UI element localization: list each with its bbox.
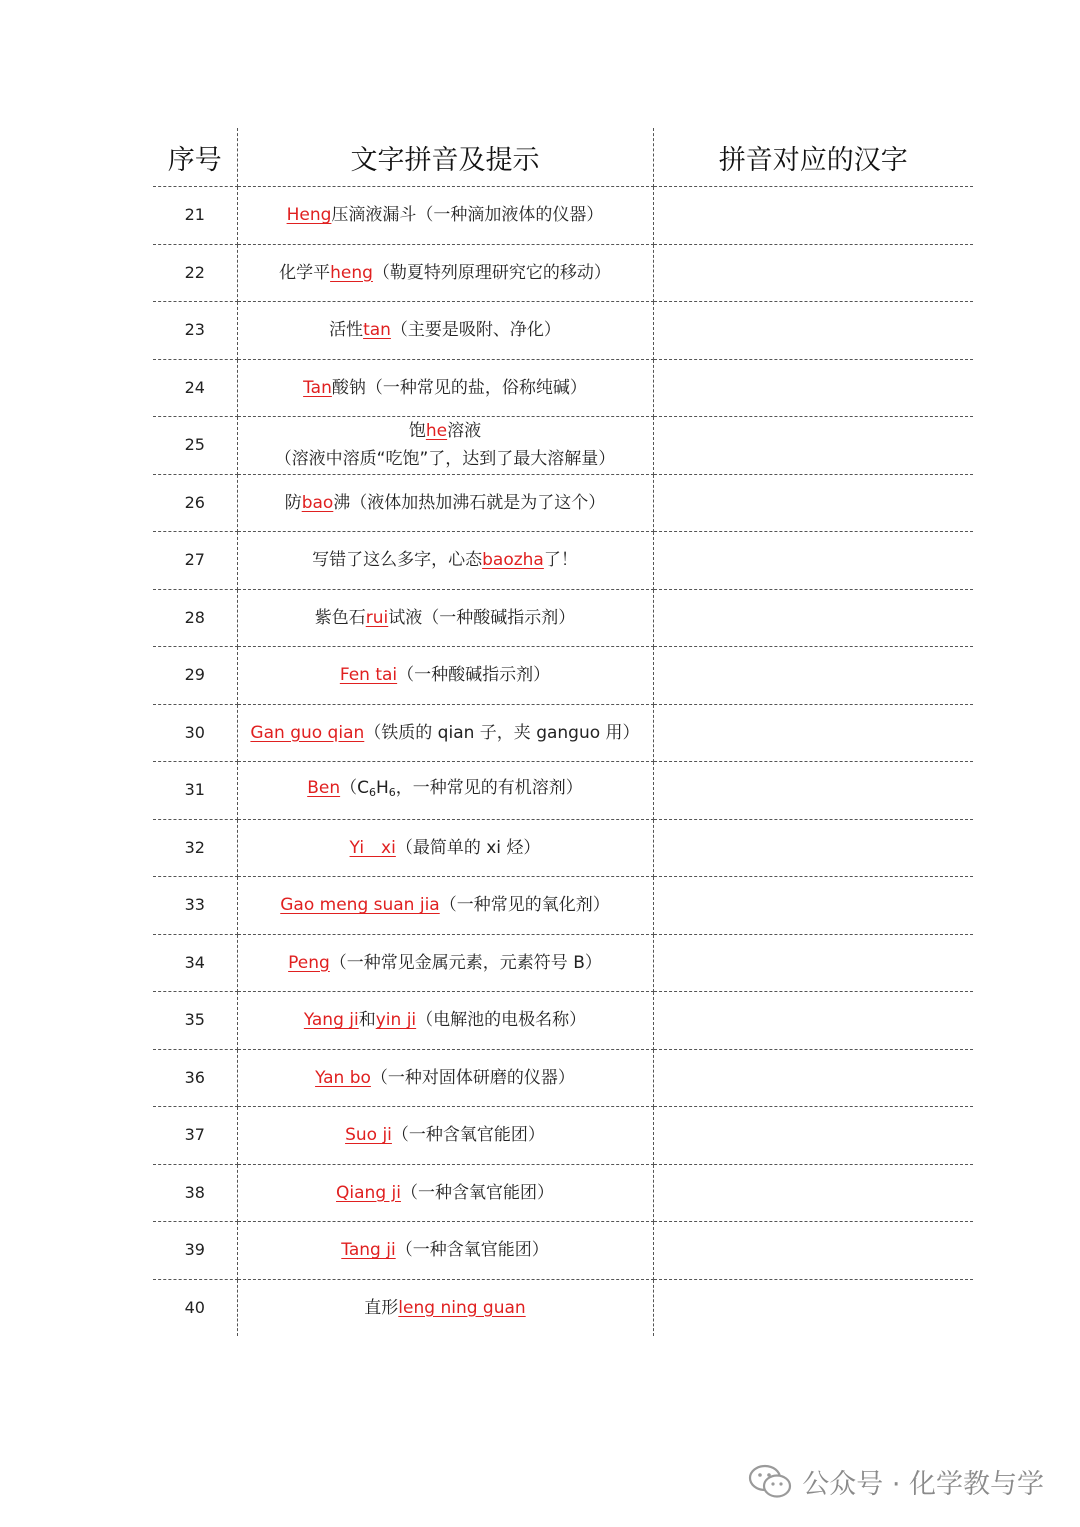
- table-row: [153, 704, 973, 762]
- hint-text-before: 防: [284, 492, 302, 513]
- table-row: [153, 1049, 973, 1107]
- hint-cell: [237, 1107, 653, 1165]
- watermark: [748, 1462, 1044, 1501]
- hint-text-after: ，一种常见的有机溶剂）: [395, 777, 583, 798]
- answer-cell[interactable]: [653, 877, 973, 935]
- row-number: 23: [153, 302, 237, 360]
- hint-cell: [237, 1222, 653, 1280]
- pinyin-blank: heng: [330, 262, 373, 283]
- hint-line: [238, 201, 653, 229]
- hint-text-after: 酸钠（一种常见的盐，俗称纯碱）: [331, 377, 587, 398]
- hint-text-after: （一种酸碱指示剂）: [397, 665, 551, 686]
- row-number: 24: [153, 359, 237, 417]
- pinyin-blank: Gan guo qian: [250, 722, 365, 743]
- hint-line: [238, 1064, 653, 1092]
- row-number: 36: [153, 1049, 237, 1107]
- hint-text-after: 沸（液体加热加沸石就是为了这个）: [333, 492, 606, 513]
- table-row: [153, 474, 973, 532]
- row-number: 25: [153, 417, 237, 475]
- hint-line: [238, 949, 653, 977]
- worksheet-table: [153, 128, 973, 1336]
- answer-cell[interactable]: [653, 244, 973, 302]
- table-row: [153, 647, 973, 705]
- hint-cell: [237, 992, 653, 1050]
- table-row: [153, 819, 973, 877]
- table-row: [153, 934, 973, 992]
- table-row: [153, 417, 973, 475]
- row-number: 31: [153, 762, 237, 820]
- wechat-icon: [748, 1464, 792, 1500]
- table-row: [153, 589, 973, 647]
- hint-text-after: （一种含氧官能团）: [391, 1125, 545, 1146]
- answer-cell[interactable]: [653, 532, 973, 590]
- pinyin-blank: Tang ji: [341, 1240, 396, 1261]
- hint-cell: [237, 359, 653, 417]
- table-row: [153, 532, 973, 590]
- pinyin-blank: Yan bo: [315, 1067, 371, 1088]
- answer-cell[interactable]: [653, 589, 973, 647]
- hint-text-after: （一种常见金属元素，元素符号 B）: [329, 952, 602, 973]
- pinyin-blank: yin ji: [375, 1010, 417, 1031]
- hint-line: [238, 1121, 653, 1149]
- pinyin-blank: rui: [365, 607, 389, 628]
- hint-text-after: 压滴液漏斗（一种滴加液体的仪器）: [331, 205, 604, 226]
- pinyin-blank: baozha: [482, 550, 544, 571]
- row-number: 39: [153, 1222, 237, 1280]
- answer-cell[interactable]: [653, 1107, 973, 1165]
- header-answer: 拼音对应的汉字: [653, 128, 973, 187]
- answer-cell[interactable]: [653, 1279, 973, 1336]
- pinyin-blank: Yang ji: [303, 1010, 359, 1031]
- hint-line: [238, 719, 653, 747]
- hint-text-after: （一种对固体研磨的仪器）: [370, 1067, 575, 1088]
- hint-cell: [237, 1049, 653, 1107]
- table-row: [153, 359, 973, 417]
- row-number: 40: [153, 1279, 237, 1336]
- hint-cell: [237, 647, 653, 705]
- row-number: 32: [153, 819, 237, 877]
- pinyin-blank: Ben: [307, 777, 341, 798]
- answer-cell[interactable]: [653, 819, 973, 877]
- hint-text-after: （一种含氧官能团）: [395, 1240, 549, 1261]
- subscript: 6: [368, 785, 376, 799]
- pinyin-blank: he: [425, 421, 448, 442]
- answer-cell[interactable]: [653, 417, 973, 475]
- hint-text-before: 直形: [364, 1297, 399, 1318]
- pinyin-blank: Tan: [303, 377, 332, 398]
- pinyin-blank: Peng: [288, 952, 330, 973]
- hint-line: [238, 489, 653, 517]
- hint-line: [238, 661, 653, 689]
- hint-line: [238, 417, 653, 445]
- answer-cell[interactable]: [653, 1222, 973, 1280]
- header-row: [153, 128, 973, 187]
- hint-line: [238, 1236, 653, 1264]
- table-row: [153, 1107, 973, 1165]
- row-number: 21: [153, 187, 237, 245]
- table-row: [153, 1164, 973, 1222]
- row-number: 38: [153, 1164, 237, 1222]
- table-row: [153, 1222, 973, 1280]
- hint-text-after: 溶液: [447, 421, 482, 442]
- table-row: [153, 187, 973, 245]
- hint-text-before: 写错了这么多字，心态: [312, 550, 483, 571]
- row-number: 29: [153, 647, 237, 705]
- hint-line: [238, 834, 653, 862]
- pinyin-blank: Fen tai: [339, 665, 398, 686]
- hint-text-after: H: [375, 777, 389, 798]
- hint-line: [238, 604, 653, 632]
- row-number: 35: [153, 992, 237, 1050]
- hint-line: [238, 891, 653, 919]
- hint-cell: [237, 589, 653, 647]
- answer-cell[interactable]: [653, 992, 973, 1050]
- row-number: 34: [153, 934, 237, 992]
- hint-cell: [237, 187, 653, 245]
- hint-cell: [237, 1279, 653, 1336]
- answer-cell[interactable]: [653, 187, 973, 245]
- row-number: 26: [153, 474, 237, 532]
- row-number: 30: [153, 704, 237, 762]
- pinyin-blank: bao: [301, 492, 334, 513]
- hint-line: [238, 259, 653, 287]
- pinyin-blank: Gao meng suan jia: [280, 895, 440, 916]
- answer-cell[interactable]: [653, 474, 973, 532]
- hint-text-after: （勒夏特列原理研究它的移动）: [372, 262, 611, 283]
- hint-text-before: 活性: [329, 320, 364, 341]
- row-number: 37: [153, 1107, 237, 1165]
- pinyin-blank: Suo ji: [345, 1125, 392, 1146]
- hint-cell: [237, 704, 653, 762]
- row-number: 33: [153, 877, 237, 935]
- hint-cell: [237, 762, 653, 820]
- answer-cell[interactable]: [653, 302, 973, 360]
- answer-cell[interactable]: [653, 359, 973, 417]
- hint-line: [238, 374, 653, 402]
- table-row: [153, 877, 973, 935]
- pinyin-blank: Qiang ji: [336, 1182, 401, 1203]
- hint-text-after: （C: [340, 777, 369, 798]
- answer-cell[interactable]: [653, 1049, 973, 1107]
- answer-cell[interactable]: [653, 704, 973, 762]
- watermark-text: 公众号 · 化学教与学: [802, 1469, 1044, 1500]
- hint-cell: [237, 474, 653, 532]
- answer-cell[interactable]: [653, 934, 973, 992]
- hint-line: [238, 1179, 653, 1207]
- header-number: 序号: [153, 128, 237, 187]
- pinyin-blank: Yi xi: [349, 837, 396, 858]
- hint-text-after: （电解池的电极名称）: [416, 1010, 587, 1031]
- hint-text-after: （一种含氧官能团）: [400, 1182, 554, 1203]
- hint-text-after: （一种常见的氧化剂）: [439, 895, 610, 916]
- pinyin-blank: leng ning guan: [398, 1297, 526, 1318]
- hint-line: [238, 546, 653, 574]
- hint-text-after: 了！: [543, 550, 578, 571]
- hint-cell: [237, 532, 653, 590]
- hint-cell: [237, 877, 653, 935]
- subscript: 6: [388, 785, 396, 799]
- hint-text-after: （铁质的 qian 子，夹 ganguo 用）: [364, 722, 640, 743]
- hint-line-2: （溶液中溶质“吃饱”了，达到了最大溶解量）: [274, 449, 616, 470]
- answer-cell[interactable]: [653, 1164, 973, 1222]
- answer-cell[interactable]: [653, 647, 973, 705]
- hint-cell: [237, 417, 653, 475]
- table-row: [153, 302, 973, 360]
- hint-text-before: 紫色石: [314, 607, 366, 628]
- answer-cell[interactable]: [653, 762, 973, 820]
- row-number: 28: [153, 589, 237, 647]
- hint-cell: [237, 819, 653, 877]
- hint-line: [238, 1006, 653, 1034]
- hint-text-after: （主要是吸附、净化）: [390, 320, 561, 341]
- hint-cell: [237, 934, 653, 992]
- hint-line: [238, 774, 653, 807]
- row-number: 22: [153, 244, 237, 302]
- table-row: [153, 244, 973, 302]
- hint-cell: [237, 1164, 653, 1222]
- table-row: [153, 992, 973, 1050]
- row-number: 27: [153, 532, 237, 590]
- hint-cell: [237, 244, 653, 302]
- hint-text-after: 试液（一种酸碱指示剂）: [388, 607, 576, 628]
- hint-text-mid: 和: [358, 1010, 376, 1031]
- table-row: [153, 762, 973, 820]
- table-row: [153, 1279, 973, 1336]
- pinyin-blank: Heng: [286, 205, 332, 226]
- hint-line: [238, 1294, 653, 1322]
- hint-text-before: 化学平: [279, 262, 331, 283]
- hint-text-after: （最简单的 xi 烃）: [395, 837, 541, 858]
- hint-text-before: 饱: [408, 421, 426, 442]
- pinyin-blank: tan: [363, 320, 391, 341]
- header-hint: 文字拼音及提示: [237, 128, 653, 187]
- hint-line: [238, 316, 653, 344]
- hint-cell: [237, 302, 653, 360]
